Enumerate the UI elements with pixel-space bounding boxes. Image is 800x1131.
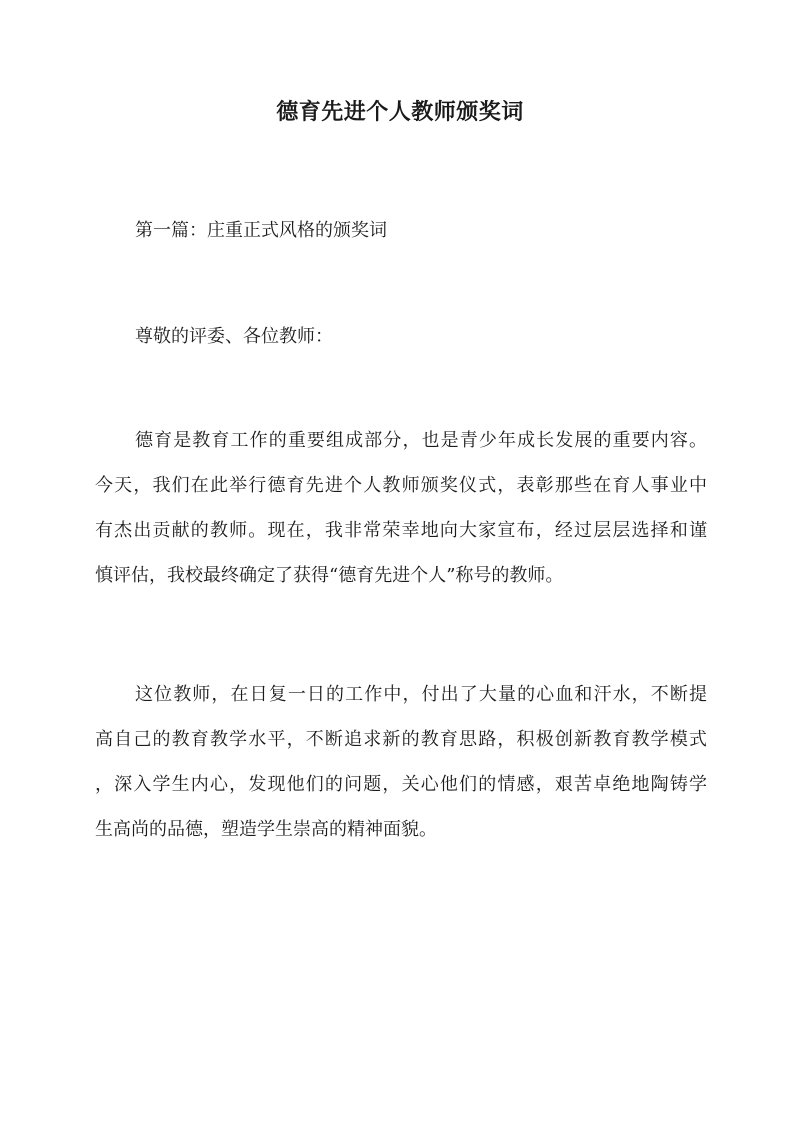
salutation — [95, 314, 707, 359]
paragraph-line: 有杰出贡献的教师。现在，我非常荣幸地向大家宣布，经过层层选择和谨 — [95, 520, 707, 541]
paragraph-line: 生高尚的品德，塑造学生崇高的精神面貌。 — [95, 819, 437, 840]
paragraph-line: 慎评估，我校最终确定了获得“德育先进个人”称号的教师。 — [95, 565, 564, 586]
salutation-text: 尊敬的评委、各位教师： — [135, 326, 333, 347]
document-title: 德育先进个人教师颁奖词 — [276, 99, 524, 125]
section-heading — [95, 208, 707, 253]
paragraph-line: 德育是教育工作的重要组成部分，也是青少年成长发展的重要内容。 — [135, 430, 707, 451]
paragraph-line: 高自己的教育教学水平，不断追求新的教育思路，积极创新教育教学模式 — [95, 729, 707, 750]
paragraph-line: ，深入学生内心，发现他们的问题，关心他们的情感，艰苦卓绝地陶铸学 — [95, 774, 707, 795]
section-heading-text: 第一篇：庄重正式风格的颁奖词 — [135, 220, 387, 241]
body-paragraph-1 — [95, 418, 707, 598]
paragraph-line: 这位教师，在日复一日的工作中，付出了大量的心血和汗水，不断提 — [135, 684, 707, 705]
body-paragraph-2 — [95, 672, 707, 852]
paragraph-line: 今天，我们在此举行德育先进个人教师颁奖仪式，表彰那些在育人事业中 — [95, 475, 707, 496]
